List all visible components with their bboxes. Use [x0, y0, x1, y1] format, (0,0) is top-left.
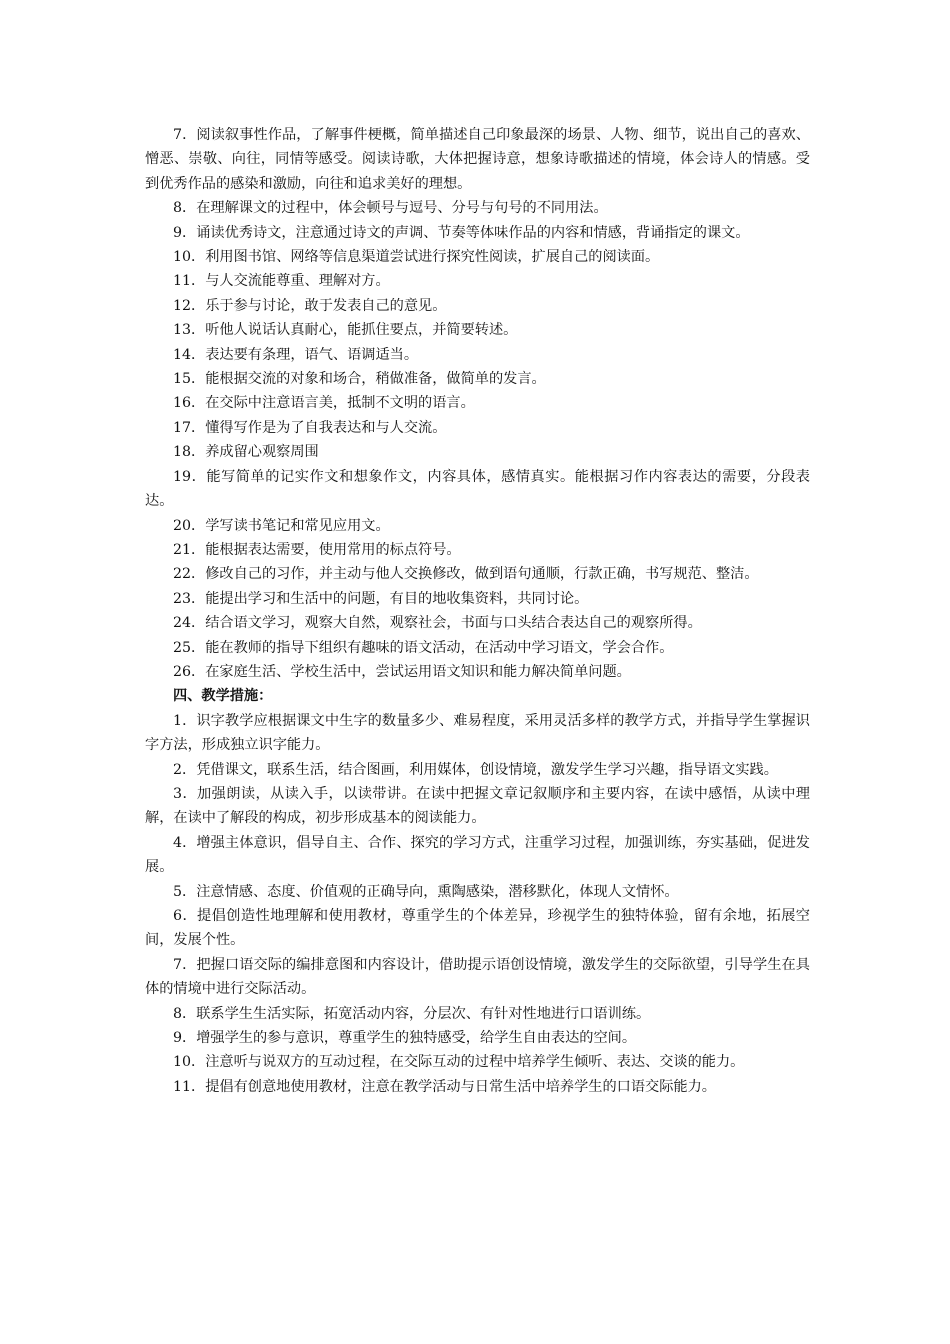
goal-paragraph: 7．阅读叙事性作品，了解事件梗概，简单描述自己印象最深的场景、人物、细节，说出自己的喜欢、憎恶、崇敬、向往，同情等感受。阅读诗歌，大体把握诗意，想象诗歌描述的情境，体会诗人的情感。受到优秀作品的感染和激励，向往和追求美好的理想。	[145, 127, 810, 192]
goal-paragraph: 13．听他人说话认真耐心，能抓住要点，并简要转述。	[173, 322, 518, 339]
goal-paragraph: 17．懂得写作是为了自我表达和与人交流。	[173, 419, 447, 436]
measure-paragraph: 8．联系学生生活实际，拓宽活动内容，分层次、有针对性地进行口语训练。	[173, 1005, 651, 1022]
goal-paragraph: 12．乐于参与讨论，敢于发表自己的意见。	[173, 297, 447, 314]
measure-paragraph: 4．增强主体意识，倡导自主、合作、探究的学习方式，注重学习过程，加强训练，夯实基础，促进发展。	[145, 834, 810, 876]
goal-paragraph: 22．修改自己的习作，并主动与他人交换修改，做到语句通顺，行款正确，书写规范、整洁。	[173, 566, 759, 583]
goal-paragraph: 23．能提出学习和生活中的问题，有目的地收集资料，共同讨论。	[173, 590, 589, 607]
goal-paragraph: 8．在理解课文的过程中，体会顿号与逗号、分号与句号的不同用法。	[173, 200, 608, 217]
measure-paragraph: 10．注意听与说双方的互动过程，在交际互动的过程中培养学生倾听、表达、交谈的能力。	[173, 1054, 745, 1071]
measure-paragraph: 1．识字教学应根据课文中生字的数量多少、难易程度，采用灵活多样的教学方式，并指导学生掌握识字方法，形成独立识字能力。	[145, 712, 810, 754]
goal-paragraph: 20．学写读书笔记和常见应用文。	[173, 517, 390, 534]
goal-paragraph: 19．能写简单的记实作文和想象作文，内容具体，感情真实。能根据习作内容表达的需要，分段表达。	[145, 468, 810, 510]
goal-paragraph: 10．利用图书馆、网络等信息渠道尝试进行探究性阅读，扩展自己的阅读面。	[173, 249, 660, 266]
goal-paragraph: 11．与人交流能尊重、理解对方。	[173, 273, 390, 290]
measure-paragraph: 7．把握口语交际的编排意图和内容设计，借助提示语创设情境，激发学生的交际欲望，引导学生在具体的情境中进行交际活动。	[145, 956, 810, 998]
measure-paragraph: 3．加强朗读，从读入手，以读带讲。在读中把握文章记叙顺序和主要内容，在读中感悟，从读中理解，在读中了解段的构成，初步形成基本的阅读能力。	[145, 785, 810, 827]
goal-paragraph: 16．在交际中注意语言美，抵制不文明的语言。	[173, 395, 475, 412]
measure-paragraph: 11．提倡有创意地使用教材，注意在教学活动与日常生活中培养学生的口语交际能力。	[173, 1078, 716, 1095]
document-body	[145, 123, 810, 1099]
goal-paragraph: 24．结合语文学习，观察大自然，观察社会，书面与口头结合表达自己的观察所得。	[173, 615, 702, 632]
goal-paragraph: 9．诵读优秀诗文，注意通过诗文的声调、节奏等体味作品的内容和情感，背诵指定的课文。	[173, 224, 750, 241]
section-heading: 四、教学措施：	[173, 688, 273, 705]
goal-paragraph: 25．能在教师的指导下组织有趣味的语文活动，在活动中学习语文，学会合作。	[173, 639, 674, 656]
goal-paragraph: 18．养成留心观察周围	[173, 444, 319, 461]
measure-paragraph: 6．提倡创造性地理解和使用教材，尊重学生的个体差异，珍视学生的独特体验，留有余地，拓展空间，发展个性。	[145, 908, 810, 949]
measure-paragraph: 9．增强学生的参与意识，尊重学生的独特感受，给学生自由表达的空间。	[173, 1030, 637, 1047]
measure-paragraph: 2．凭借课文，联系生活，结合图画，利用媒体，创设情境，激发学生学习兴趣，指导语文实践。	[173, 761, 778, 778]
goal-paragraph: 15．能根据交流的对象和场合，稍做准备，做简单的发言。	[173, 371, 546, 388]
goal-paragraph: 14．表达要有条理，语气、语调适当。	[173, 346, 419, 363]
goal-paragraph: 26．在家庭生活、学校生活中，尝试运用语文知识和能力解决简单问题。	[173, 663, 631, 680]
measure-paragraph: 5．注意情感、态度、价值观的正确导向，熏陶感染，潜移默化，体现人文情怀。	[173, 883, 679, 900]
goal-paragraph: 21．能根据表达需要，使用常用的标点符号。	[173, 541, 461, 558]
